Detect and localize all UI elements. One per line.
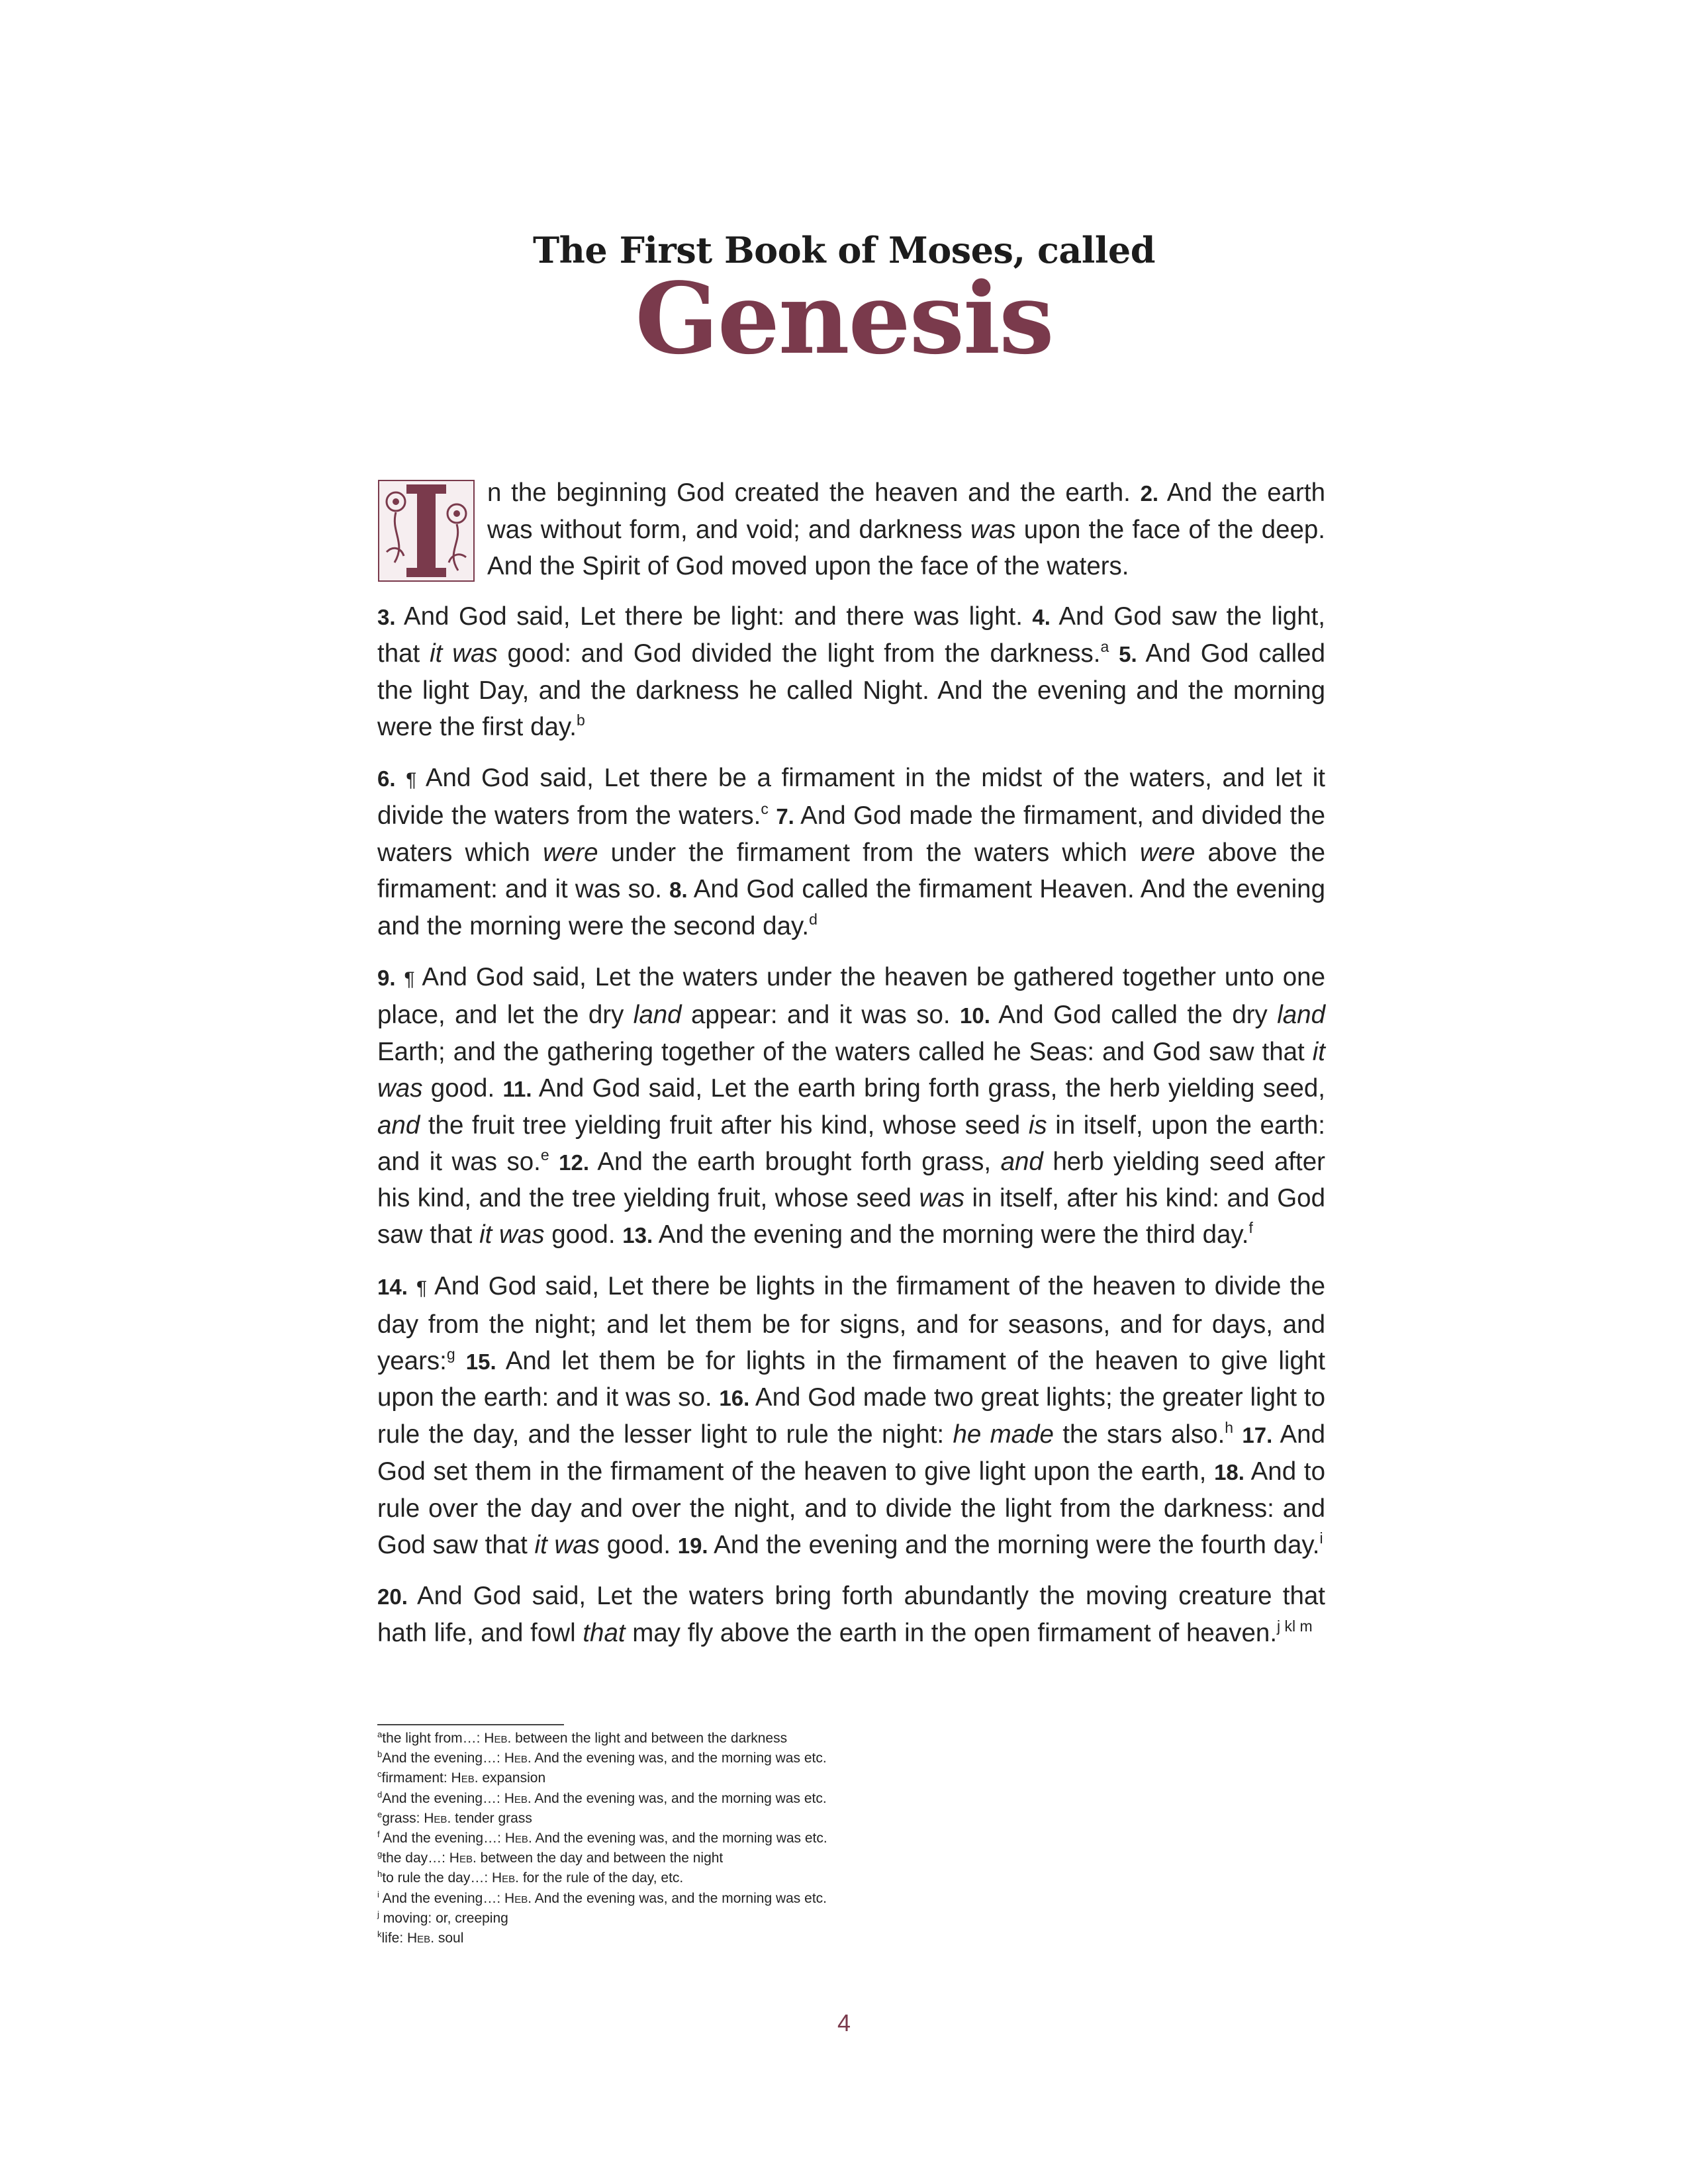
footnote-marker: g <box>446 1345 455 1363</box>
footnote-marker: a <box>1100 638 1109 656</box>
footnote-marker: j kl m <box>1277 1617 1313 1635</box>
verse-number: 2. <box>1140 481 1159 506</box>
footnote-marker: f <box>1248 1219 1253 1237</box>
pilcrow-mark: ¶ <box>404 968 415 990</box>
verse-text <box>1233 1420 1242 1449</box>
footnote <box>377 1768 1325 1788</box>
verse-text: And God made two great lights; the greater light to rule the day, and the lesser light to rule the night: <box>377 1383 1325 1449</box>
italic-text: land <box>1277 1001 1325 1030</box>
verse-number: 17. <box>1242 1423 1273 1448</box>
verse-text: in itself, after his kind: and God saw that <box>377 1184 1325 1250</box>
footnote <box>377 1729 1325 1749</box>
footnote-text: And the evening…: <box>379 1890 505 1906</box>
footnote-text: And the evening was, and the morning was etc. <box>532 1831 827 1846</box>
verse-paragraph <box>377 760 1325 945</box>
verse-text: And the evening and the morning were the fourth day. <box>708 1530 1320 1559</box>
footnote-text: expansion <box>478 1770 546 1786</box>
verse-text: And God said, Let the earth bring forth grass, the herb yielding seed, <box>532 1073 1325 1103</box>
verse-text: And God said, Let there be lights in the firmament of the heaven to divide the day from the night; and let them be for signs, and for seasons, and for days, and years: <box>377 1271 1325 1375</box>
verse-number: 19. <box>677 1533 708 1558</box>
verse-number: 6. <box>377 766 396 791</box>
verse-number: 10. <box>960 1003 990 1028</box>
footnote-mark: b <box>377 1749 383 1760</box>
footnote-abbr: Heb. <box>504 1751 532 1766</box>
verse-number: 7. <box>776 804 794 829</box>
footnote-marker: h <box>1225 1419 1234 1437</box>
footnote-mark: i <box>377 1889 379 1899</box>
footnote-marker: i <box>1319 1529 1323 1547</box>
verse-number: 4. <box>1032 605 1051 630</box>
footnote <box>377 1749 1325 1768</box>
italic-text: is <box>1028 1111 1047 1140</box>
verse-number: 15. <box>465 1349 496 1374</box>
footnote-text: between the day and between the night <box>476 1850 724 1866</box>
footnote-marker: c <box>761 800 769 818</box>
verse-text: And to rule over the day and over the night, and to divide the light from the darkness: and God saw that <box>377 1457 1325 1559</box>
verse-number: 18. <box>1214 1459 1244 1484</box>
chapter-body <box>377 475 1325 1666</box>
verse-text: the fruit tree yielding fruit after his kind, whose seed <box>420 1111 1029 1140</box>
verse-text: And God called the light Day, and the darkness he called Night. And the evening and the morning were the first day. <box>377 639 1325 741</box>
verse-number: 3. <box>377 605 396 630</box>
verse-number: 20. <box>377 1584 408 1610</box>
footnote-abbr: Heb. <box>504 1890 532 1906</box>
verse-text: And God said, Let the waters bring forth abundantly the moving creature that hath life, and fowl <box>377 1582 1325 1648</box>
footnote-text: And the evening was, and the morning was etc. <box>531 1790 827 1806</box>
italic-text: that <box>583 1619 626 1648</box>
footnote-marker: d <box>809 910 818 928</box>
footnote-marker: b <box>577 711 585 729</box>
verse-text: above the firmament: and it was so. <box>377 839 1326 903</box>
footnote-text: grass: <box>382 1810 424 1826</box>
verse-text: And the earth was without form, and void; and darkness <box>487 478 1325 544</box>
verse-text: And God set them in the firmament of the heaven to give light upon the earth, <box>377 1420 1326 1486</box>
footnote-mark: e <box>377 1809 383 1819</box>
verse-text <box>769 801 776 830</box>
verse-text: good. <box>599 1530 678 1559</box>
footnote-text: tender grass <box>451 1810 532 1826</box>
verse-text: And the evening and the morning were the third day. <box>653 1220 1249 1250</box>
footnote <box>377 1909 1325 1929</box>
footnote-mark: g <box>377 1849 383 1860</box>
footnote-text: soul <box>434 1931 464 1946</box>
footnote <box>377 1809 1325 1829</box>
verse-paragraph <box>377 1578 1325 1652</box>
verse-paragraph <box>377 475 1325 584</box>
footnote-text: And the evening…: <box>379 1831 505 1846</box>
verse-text: Earth; and the gathering together of the waters called he Seas: and God saw that <box>377 1038 1313 1067</box>
verse-text: And let them be for lights in the firmament of the heaven to give light upon the earth: and it was so. <box>377 1346 1326 1412</box>
verse-paragraph <box>377 1269 1325 1564</box>
italic-text: it was <box>430 639 498 668</box>
italic-text: it was <box>377 1038 1325 1103</box>
footnote-divider <box>377 1724 564 1725</box>
pilcrow-mark: ¶ <box>416 1277 428 1299</box>
italic-text: and <box>377 1111 420 1140</box>
italic-text: it was <box>479 1220 545 1250</box>
footnote-mark: j <box>377 1909 379 1919</box>
verse-text: herb yielding seed after his kind, and the tree yielding fruit, whose seed <box>377 1147 1325 1213</box>
book-title: Genesis <box>635 261 1053 376</box>
verse-text: And God made the firmament, and divided the waters which <box>377 801 1325 868</box>
footnote-text: between the light and between the darkness <box>511 1731 788 1746</box>
footnote-text: the day…: <box>382 1850 449 1866</box>
page-number: 4 <box>837 2009 851 2036</box>
footnote-abbr: Heb. <box>451 1770 479 1786</box>
italic-text: and <box>1000 1147 1043 1176</box>
verse-paragraph <box>377 960 1325 1254</box>
verse-text: upon the face of the deep. And the Spirit of God moved upon the face of the waters. <box>487 515 1326 580</box>
pilcrow-mark: ¶ <box>406 768 417 791</box>
verse-text: And the earth brought forth grass, <box>588 1147 1001 1176</box>
footnote-mark: f <box>377 1829 380 1840</box>
footnote-abbr: Heb. <box>449 1850 477 1866</box>
footnote-abbr: Heb. <box>504 1790 532 1806</box>
footnote-abbr: Heb. <box>407 1931 435 1946</box>
italic-text: were <box>1139 839 1196 868</box>
footnote-text: And the evening…: <box>382 1751 504 1766</box>
verse-number: 11. <box>502 1076 532 1101</box>
footnote <box>377 1829 1325 1848</box>
italic-text: it was <box>534 1530 600 1559</box>
footnote-mark: d <box>377 1789 383 1799</box>
footnote-text: And the evening was, and the morning was etc. <box>532 1890 827 1906</box>
verse-text: good: and God divided the light from the darkness. <box>497 639 1101 668</box>
verse-text: may fly above the earth in the open firmament of heaven. <box>625 1619 1278 1648</box>
verse-text: And God called the firmament Heaven. And the evening and the morning were the second day. <box>377 874 1325 940</box>
footnote-abbr: Heb. <box>424 1810 451 1826</box>
footnote-text: firmament: <box>381 1770 451 1786</box>
verse-text: under the firmament from the waters which <box>598 839 1140 868</box>
footnote-text: to rule the day…: <box>382 1870 492 1886</box>
verse-text: good. <box>544 1220 623 1250</box>
footnote-mark: a <box>377 1729 383 1739</box>
verse-number: 9. <box>377 965 396 990</box>
verse-text: the stars also. <box>1053 1420 1225 1449</box>
verse-text: And God called the dry <box>990 1001 1278 1030</box>
footnote-mark: h <box>377 1869 383 1880</box>
footnote-marker: e <box>540 1146 549 1163</box>
italic-text: was <box>970 515 1016 544</box>
footnote <box>377 1929 1325 1948</box>
footnotes <box>377 1729 1325 1948</box>
verse-text <box>396 764 406 792</box>
verse-text: And God said, Let the waters under the heaven be gathered together unto one place, and let the dry <box>377 962 1325 1030</box>
footnote-mark: k <box>377 1929 382 1940</box>
verse-text: And God saw the light, that <box>377 602 1325 668</box>
verse-text <box>396 963 404 991</box>
italic-text: were <box>543 839 598 868</box>
verse-paragraph <box>377 599 1325 745</box>
footnote-text: And the evening…: <box>382 1790 504 1806</box>
footnote-abbr: Heb. <box>484 1731 512 1746</box>
footnote <box>377 1889 1325 1909</box>
verse-number: 14. <box>377 1274 408 1299</box>
italic-text: was <box>919 1184 964 1213</box>
footnote-mark: c <box>377 1769 382 1780</box>
verse-text: And God said, Let there be a firmament in the midst of the waters, and let it divide the waters from the waters. <box>377 763 1325 831</box>
footnote-text: for the rule of the day, etc. <box>519 1870 684 1886</box>
verse-text: appear: and it was so. <box>681 1001 961 1030</box>
footnote <box>377 1868 1325 1888</box>
verse-text <box>408 1272 416 1300</box>
verse-text: And God said, Let there be light: and there was light. <box>395 602 1033 631</box>
footnote <box>377 1789 1325 1809</box>
verse-text <box>1109 639 1119 668</box>
footnote-text: the light from…: <box>382 1731 485 1746</box>
footnote-text: life: <box>381 1931 408 1946</box>
book-subtitle: The First Book of Moses, called <box>532 229 1156 271</box>
verse-number: 5. <box>1119 642 1137 667</box>
verse-number: 8. <box>669 877 688 902</box>
italic-text: he made <box>953 1420 1054 1449</box>
verse-number: 16. <box>719 1386 750 1411</box>
footnote <box>377 1848 1325 1868</box>
verse-paragraphs <box>377 475 1325 1652</box>
footnote-text: And the evening was, and the morning was etc. <box>531 1751 827 1766</box>
verse-text: good. <box>422 1073 503 1103</box>
verse-text: n the beginning God created the heaven and the earth. <box>487 478 1141 507</box>
verse-text <box>549 1148 559 1176</box>
verse-text <box>455 1347 466 1375</box>
footnote-text: moving: or, creeping <box>379 1910 508 1926</box>
footnote-abbr: Heb. <box>492 1870 520 1886</box>
verse-number: 12. <box>559 1150 589 1175</box>
verse-text: in itself, upon the earth: and it was so. <box>377 1111 1325 1176</box>
verse-number: 13. <box>622 1223 653 1248</box>
italic-text: land <box>633 1001 682 1030</box>
footnote-abbr: Heb. <box>504 1831 532 1846</box>
